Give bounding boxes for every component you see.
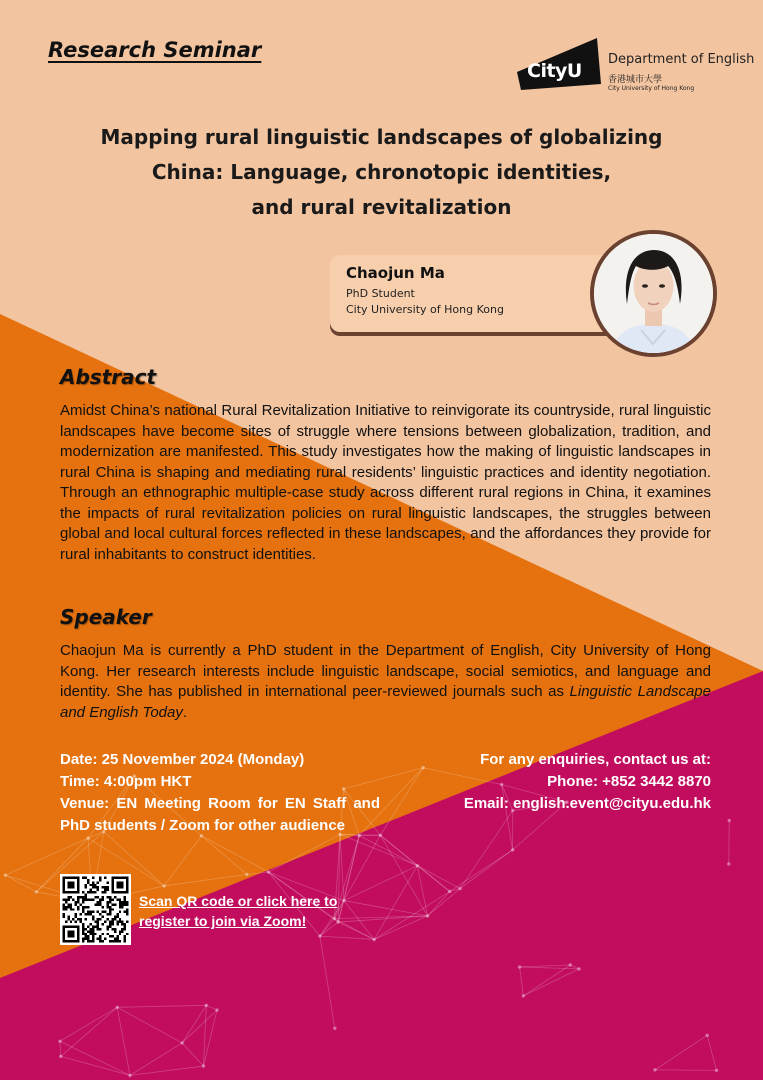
abstract-body: Amidst China’s national Rural Revitalization Initiative to reinvigorate its countryside, rural linguistic landscapes have become sites of struggle where tensions between globalization, tradition, and modernization are manifested. This study investigates how the making of linguistic landscapes in rural China is shaping and mediating rural residents’ linguistic practices and identity negotiation. Through an ethnographic multiple-case study across different rural regions in China, it examines the impacts of rural revitalization policies on rural linguistic landscapes, the struggles between global and local cultural forces reflected in these landscapes, and the affordances they provide for rural inhabitants to construct identities. bbox=[60, 402, 711, 563]
contact-intro: For any enquiries, contact us at: bbox=[480, 751, 711, 768]
department-name: Department of English bbox=[608, 52, 755, 67]
speaker-bio-text: Chaojun Ma is currently a PhD student in the Department of English, City University of Hong Kong. Her research interests include linguistic landscape, social semiotics, and language and identity. She has published in international peer-reviewed journals such as bbox=[60, 642, 711, 700]
event-venue: Venue: EN Meeting Room for EN Staff and PhD students / Zoom for other audience bbox=[60, 795, 380, 834]
talk-title-line: Mapping rural linguistic landscapes of globalizing bbox=[100, 125, 663, 149]
series-title: Research Seminar bbox=[48, 38, 262, 62]
university-name-chinese: 香港城市大學 bbox=[608, 75, 663, 85]
speaker-role: PhD Student bbox=[346, 287, 415, 300]
contact-details bbox=[400, 749, 711, 815]
speaker-organization: City University of Hong Kong bbox=[346, 303, 504, 316]
speaker-portrait bbox=[590, 230, 717, 357]
speaker-bio-end: . bbox=[182, 703, 188, 721]
speaker-card bbox=[330, 255, 615, 332]
speaker-bio-journals: Linguistic Landscape and English Today bbox=[60, 683, 711, 721]
event-date: Date: 25 November 2024 (Monday) bbox=[60, 751, 305, 768]
zoom-registration-link[interactable]: Scan QR code or click here to register to join via Zoom! bbox=[139, 893, 338, 929]
talk-title-line: China: Language, chronotopic identities, bbox=[151, 160, 612, 184]
speaker-name: Chaojun Ma bbox=[346, 264, 445, 282]
contact-email[interactable]: Email: english.event@cityu.edu.hk bbox=[463, 795, 711, 812]
speaker-portrait-icon bbox=[594, 234, 713, 353]
cityu-wordmark: CityU bbox=[527, 60, 582, 82]
qr-code-icon bbox=[60, 874, 131, 945]
speaker-heading: Speaker bbox=[60, 605, 152, 629]
talk-title-line: and rural revitalization bbox=[251, 195, 512, 219]
speaker-bio bbox=[60, 641, 711, 723]
event-time: Time: 4:00pm HKT bbox=[60, 773, 192, 790]
qr-code[interactable] bbox=[60, 874, 131, 945]
university-name-english: City University of Hong Kong bbox=[608, 85, 695, 92]
abstract-heading: Abstract bbox=[60, 365, 157, 389]
talk-title bbox=[96, 120, 667, 225]
cityu-logo bbox=[517, 38, 755, 98]
event-details bbox=[60, 749, 380, 837]
contact-phone: Phone: +852 3442 8870 bbox=[547, 773, 711, 790]
